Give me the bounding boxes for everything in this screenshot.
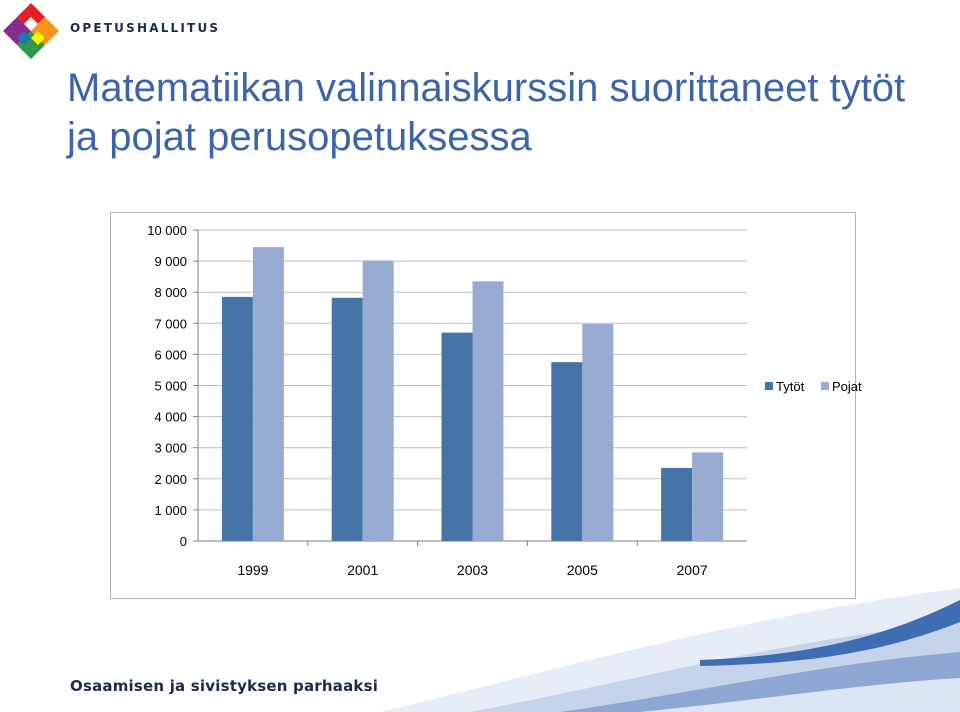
y-tick-label: 8 000	[154, 285, 187, 301]
bar-tytöt	[332, 298, 363, 541]
legend-swatch	[765, 382, 773, 390]
x-tick-label: 2007	[676, 562, 708, 578]
x-tick-label: 2003	[456, 562, 489, 578]
page-title: Matematiikan valinnaiskurssin suorittaneet tytöt ja pojat perusopetuksessa	[67, 66, 906, 159]
logo-text: OPETUSHALLITUS	[70, 21, 221, 35]
bar-pojat	[253, 247, 284, 541]
opetushallitus-logo-icon	[2, 2, 60, 60]
bar-tytöt	[222, 297, 253, 541]
y-tick-label: 1 000	[154, 502, 187, 518]
y-tick-label: 5 000	[154, 378, 187, 394]
y-tick-label: 10 000	[147, 223, 187, 238]
x-tick-label: 1999	[237, 562, 269, 578]
chart-frame	[110, 212, 862, 599]
y-tick-label: 9 000	[154, 254, 187, 270]
y-tick-label: 4 000	[154, 409, 187, 425]
bar-chart	[111, 213, 862, 600]
bar-tytöt	[661, 468, 692, 541]
bar-pojat	[582, 324, 613, 541]
y-tick-label: 0	[179, 534, 187, 549]
x-tick-label: 2001	[347, 562, 379, 578]
bar-pojat	[692, 452, 723, 541]
bar-pojat	[473, 281, 504, 541]
y-tick-label: 6 000	[154, 347, 187, 363]
bar-tytöt	[442, 333, 473, 541]
y-tick-label: 7 000	[154, 316, 187, 332]
legend-label: Tytöt	[776, 379, 805, 394]
x-tick-label: 2005	[566, 562, 598, 578]
legend-swatch	[821, 382, 829, 390]
y-tick-label: 3 000	[154, 440, 187, 456]
bar-tytöt	[551, 362, 582, 541]
bar-pojat	[363, 260, 394, 541]
footer-tagline: Osaamisen ja sivistyksen parhaaksi	[70, 677, 379, 695]
legend-label: Pojat	[832, 379, 862, 394]
y-tick-label: 2 000	[154, 471, 187, 487]
